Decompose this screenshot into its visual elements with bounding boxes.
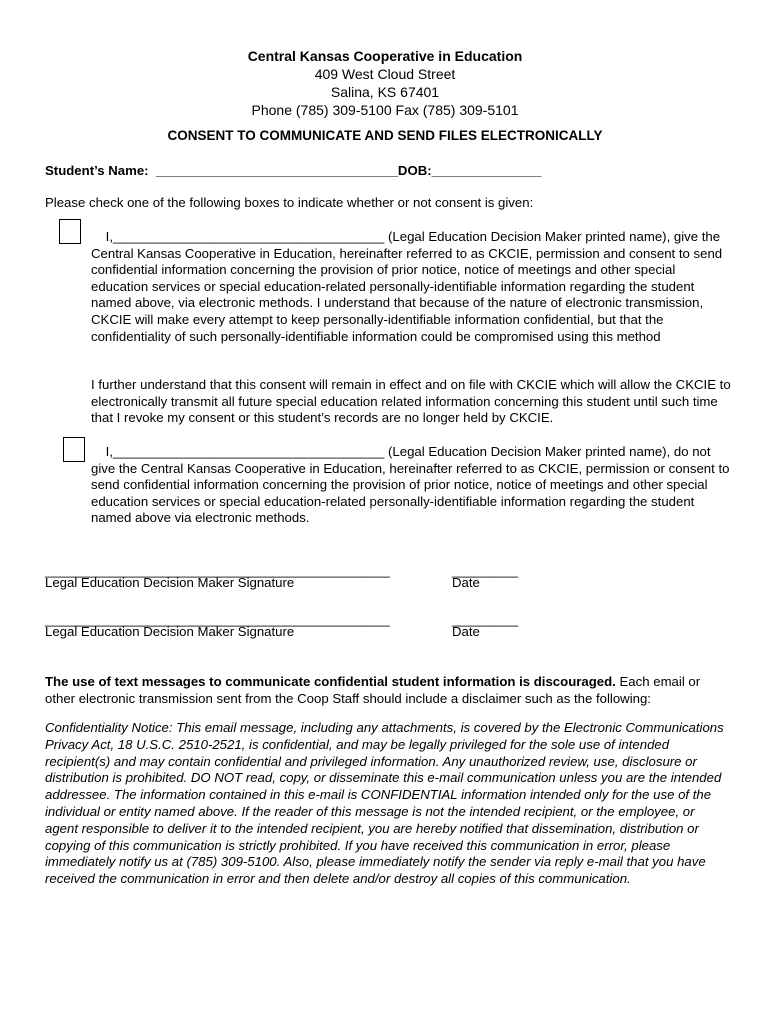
form-title: CONSENT TO COMMUNICATE AND SEND FILES ELECTRONICALLY: [167, 128, 603, 143]
student-name-dob-field[interactable]: Student’s Name: _________________________________DOB:_______________: [45, 163, 542, 178]
consent-given-checkbox[interactable]: [59, 219, 81, 244]
instruction-text: Please check one of the following boxes to indicate whether or not consent is given:: [45, 195, 534, 210]
street-address: 409 West Cloud Street: [314, 66, 456, 82]
signature-line[interactable]: _______________________________________________: [45, 612, 390, 627]
phone-fax: Phone (785) 309-5100 Fax (785) 309-5101: [251, 102, 519, 118]
signature-line[interactable]: _______________________________________________: [45, 563, 390, 578]
city-state-zip: Salina, KS 67401: [330, 84, 440, 100]
consent-given-text: I,_____________________________________ (Legal Education Decision Maker printed name), give the Central Kansas Cooperative in Education, hereinafter referred to as CKCIE, permission and consent to send confidential information concerning the provision of prior notice, notice of meetings and other special education services or special education-related personally-identifiable information regarding the student named above, via electronic methods. I understand that because of the nature of electronic transmission, CKCIE will make every attempt to keep personally-identifiable information confidential, but that the confidentiality of such personally-identifiable information could be compromised using this method: [91, 229, 726, 344]
date-label: Date: [452, 624, 480, 639]
text-message-notice: [45, 673, 725, 707]
notice-rest-text: Each email or other electronic transmission sent from the Coop Staff should include a disclaimer such as the following:: [45, 674, 701, 706]
notice-bold-text: The use of text messages to communicate confidential student information is discouraged.: [45, 674, 616, 689]
letterhead: [0, 47, 770, 119]
consent-duration-text: I further understand that this consent will remain in effect and on file with CKCIE which will allow the CKCIE to electronically transmit all future special education related information concerning this student until such time that I revoke my consent or this student’s records are no longer held by CKCIE.: [91, 377, 731, 426]
consent-denied-text: I,_____________________________________ (Legal Education Decision Maker printed name), do not give the Central Kansas Cooperative in Education, hereinafter referred to as CKCIE, permission or consent to send confidential information concerning the provision of prior notice, notice of meetings and other special education services or special education-related personally-identifiable information regarding the student named above via electronic methods.: [91, 444, 734, 526]
confidentiality-disclaimer: Confidentiality Notice: This email message, including any attachments, is covered by the Electronic Communications Privacy Act, 18 U.S.C. 2510-2521, is confidential, and may be legally privileged for the sole use of intended recipient(s) and may contain confidential and privileged information. Any unauthorized review, use, disclosure or distribution is prohibited. DO NOT read, copy, or disseminate this e-mail communication unless you are the intended addressee. The information contained in this e-mail is CONFIDENTIAL information intended only for the use of the individual or entity named above. If the reader of this message is not the intended recipient, or the employee, or agent responsible to deliver it to the intended recipient, you are hereby notified that dissemination, distribution or copying of this communication is strictly prohibited. If you have received this communication in error, please immediately notify us at (785) 309-5100. Also, please immediately notify the sender via reply e-mail that you have received the communication in error and then delete and/or destroy all copies of this communication.: [45, 720, 724, 887]
date-label: Date: [452, 575, 480, 590]
organization-name: Central Kansas Cooperative in Education: [247, 48, 523, 64]
consent-denied-checkbox[interactable]: [63, 437, 85, 462]
signature-label: Legal Education Decision Maker Signature: [45, 624, 295, 639]
date-line[interactable]: _________: [452, 563, 519, 578]
date-line[interactable]: _________: [452, 612, 519, 627]
signature-label: Legal Education Decision Maker Signature: [45, 575, 295, 590]
